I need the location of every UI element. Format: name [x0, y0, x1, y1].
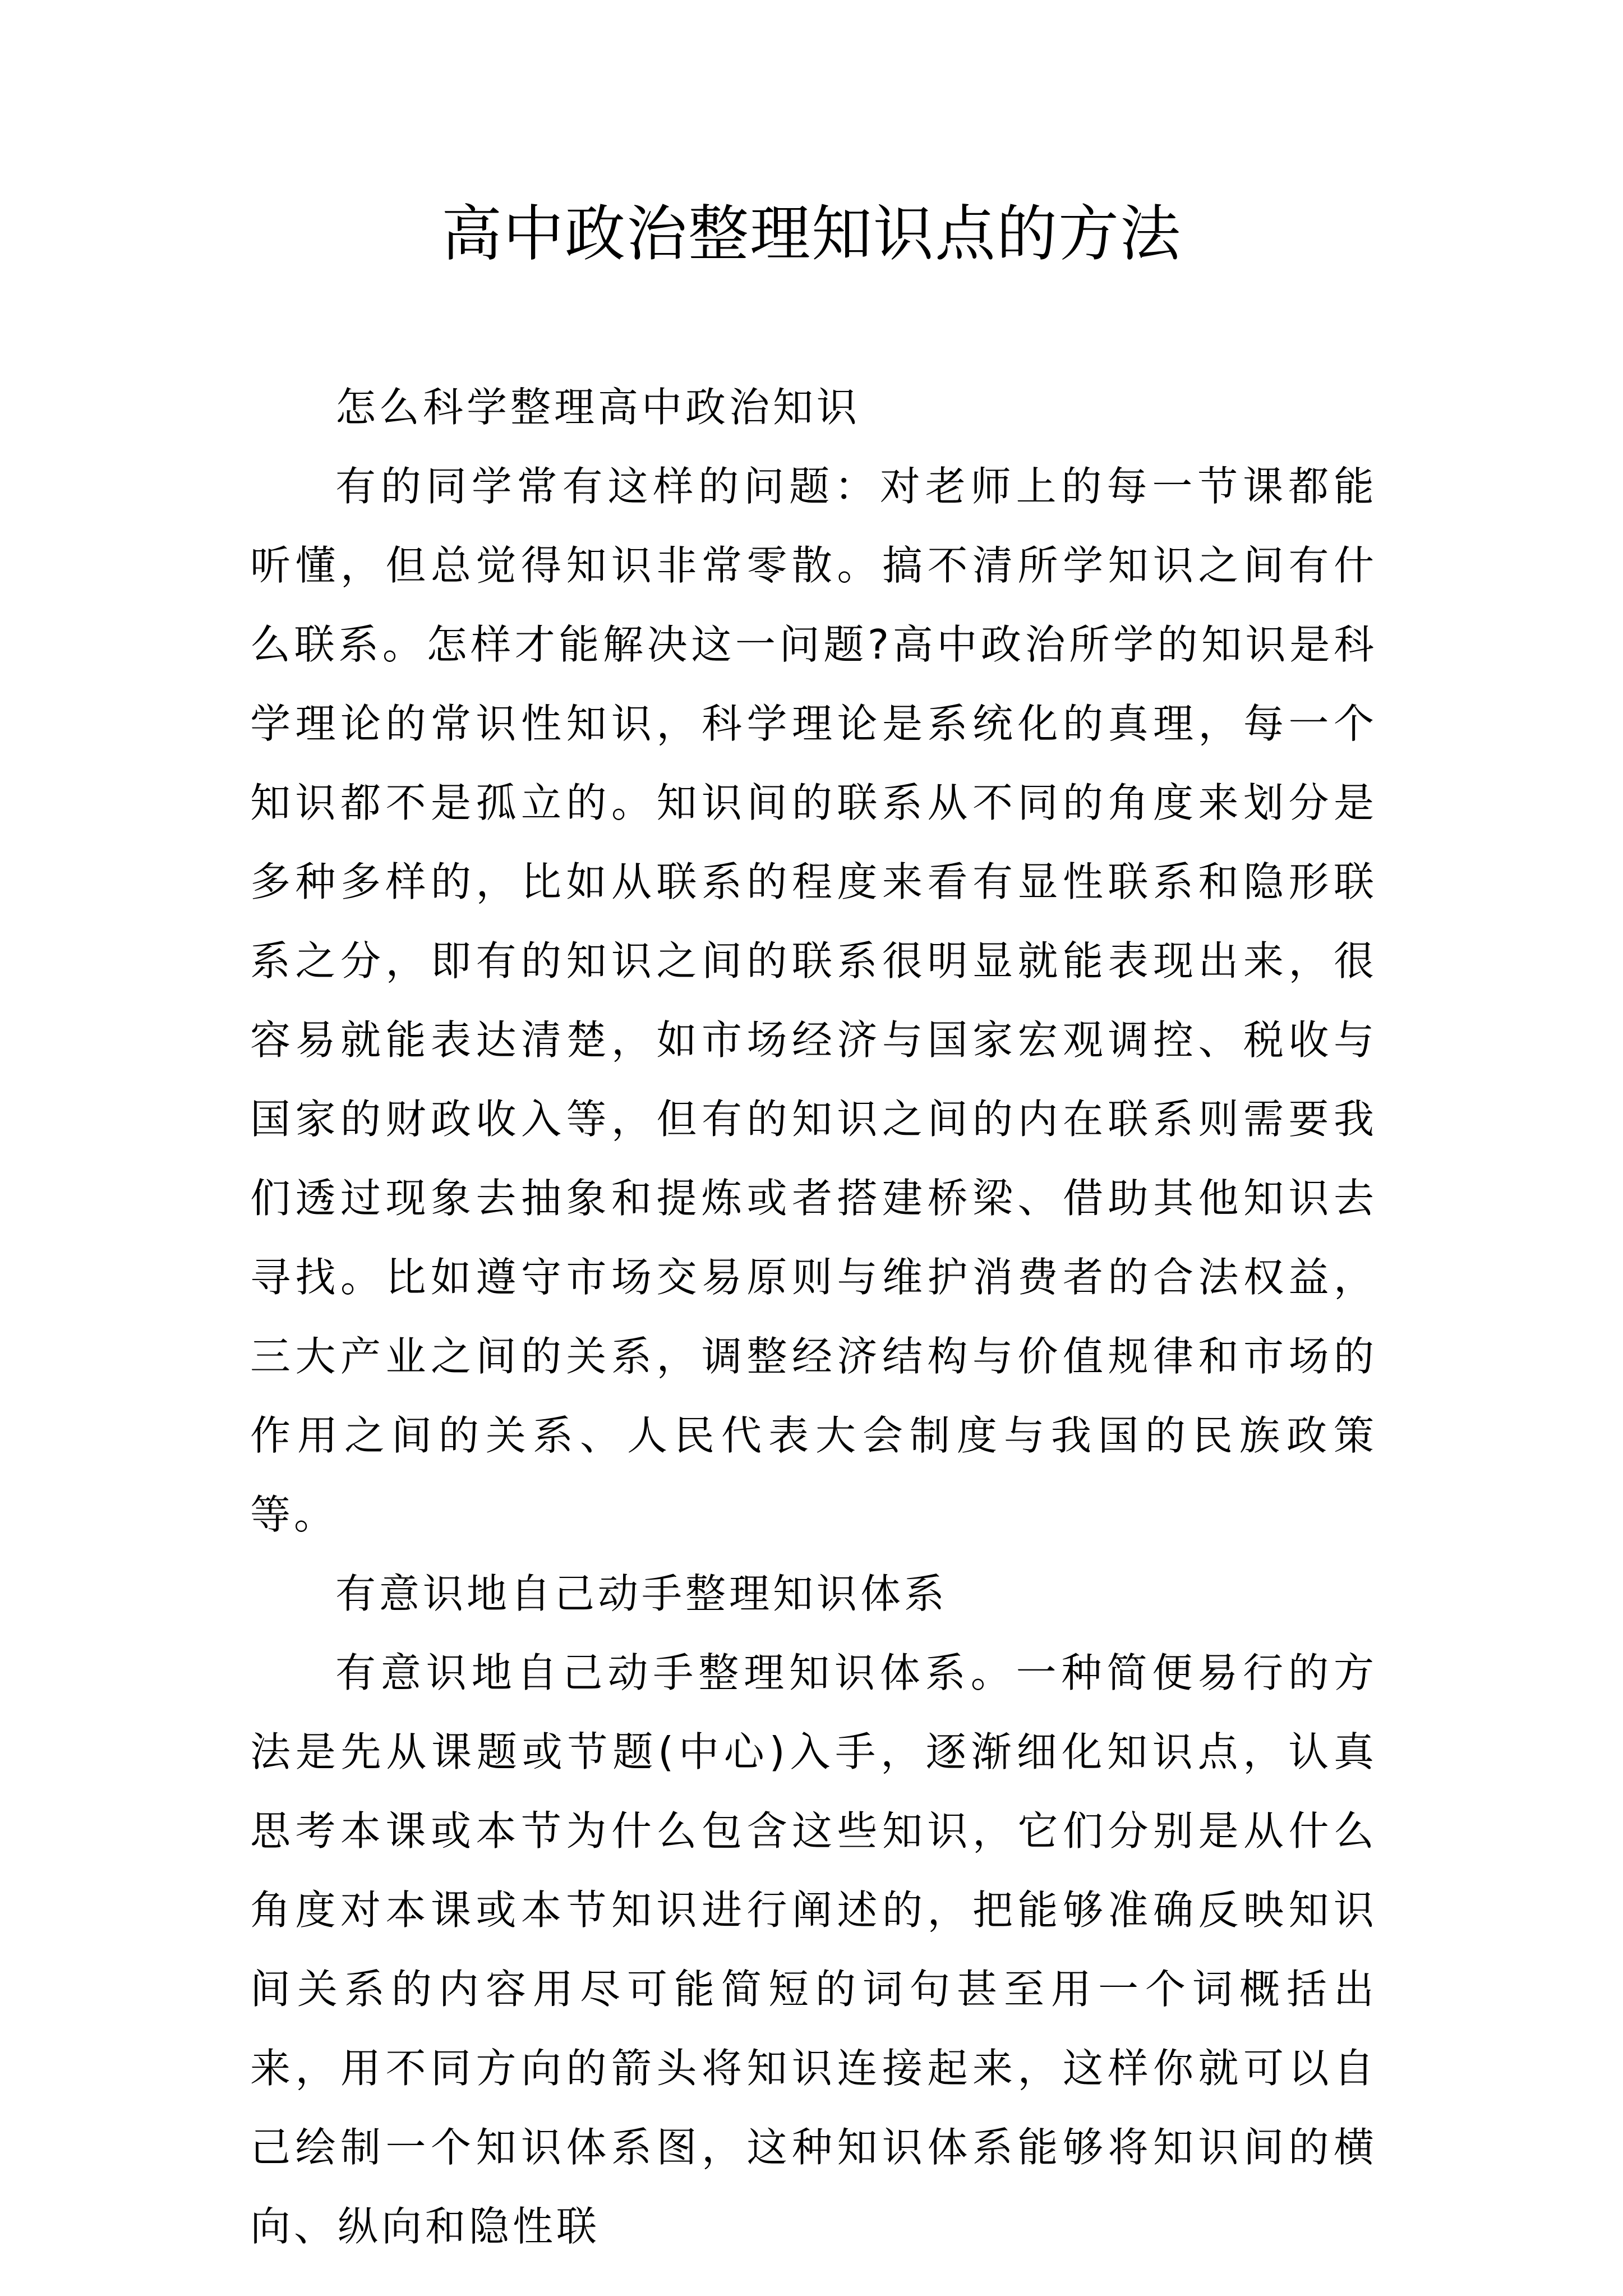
paragraph-subheading-1: 怎么科学整理高中政治知识: [335, 384, 861, 431]
paragraph-subheading-2: 有意识地自己动手整理知识体系: [335, 1570, 948, 1617]
paragraph-body-1: 有的同学常有这样的问题：对老师上的每一节课都能听懂，但总觉得知识非常零散。搞不清所学知识之间有什么联系。怎样才能解决这一问题?高中政治所学的知识是科学理论的常识性知识，科学理论是系统化的真理，每一个知识都不是孤立的。知识间的联系从不同的角度来划分是多种多样的，比如从联系的程度来看有显性联系和隐形联系之分，即有的知识之间的联系很明显就能表现出来，很容易就能表达清楚，如市场经济与国家宏观调控、税收与国家的财政收入等，但有的知识之间的内在联系则需要我们透过现象去抽象和提炼或者搭建桥梁、借助其他知识去寻找。比如遵守市场交易原则与维护消费者的合法权益，三大产业之间的关系，调整经济结构与价值规律和市场的作用之间的关系、人民代表大会制度与我国的民族政策等。: [250, 463, 1377, 1538]
document-body: [250, 368, 1377, 2266]
document-title: 高中政治整理知识点的方法: [441, 199, 1182, 269]
paragraph-body-2: 有意识地自己动手整理知识体系。一种简便易行的方法是先从课题或节题(中心)入手，逐渐细化知识点，认真思考本课或本节为什么包含这些知识，它们分别是从什么角度对本课或本节知识进行阐述的，把能够准确反映知识间关系的内容用尽可能简短的词句甚至用一个词概括出来，用不同方向的箭头将知识连接起来，这样你就可以自己绘制一个知识体系图，这种知识体系能够将知识间的横向、纵向和隐性联: [250, 1649, 1377, 2250]
